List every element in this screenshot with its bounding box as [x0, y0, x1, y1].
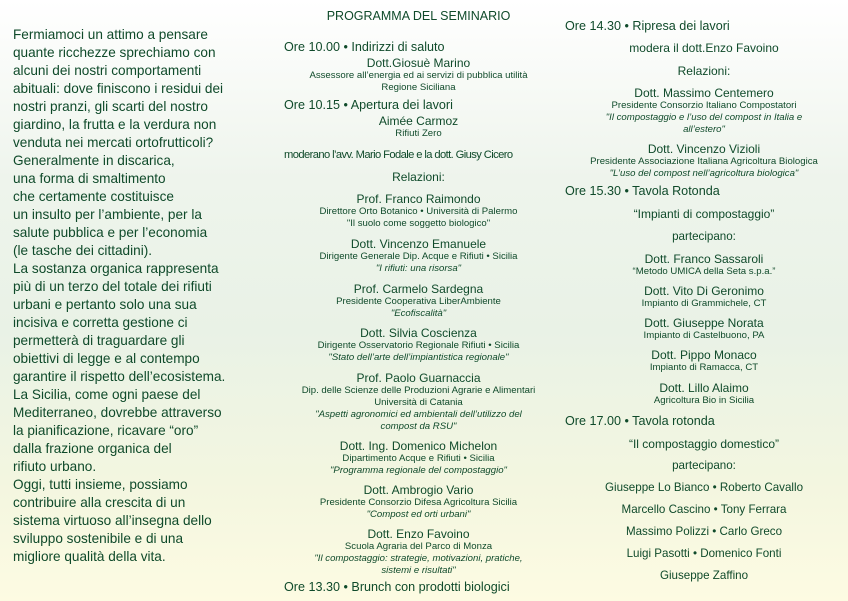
participants-label: partecipano: [672, 230, 736, 243]
speaker-name: Dott. Ing. Domenico Michelon [339, 439, 498, 453]
intro-line: contribuire alla crescita di un [13, 495, 186, 510]
speaker-role: Regione Siciliana [381, 82, 456, 93]
speaker-name: Aimée Carmoz [378, 114, 459, 128]
session-1430: Ore 14.30 • Ripresa dei lavori [565, 19, 730, 33]
intro-text [13, 26, 283, 566]
intro-line: sistema virtuoso all’insegna dello [13, 513, 212, 528]
program-morning [280, 0, 557, 601]
talk-title: "Compost ed orti urbani" [366, 509, 471, 520]
speaker-role: Rifiuti Zero [395, 128, 442, 139]
intro-line: giardino, la frutta e la verdura non [13, 117, 217, 132]
intro-line: Oggi, tutti insieme, possiamo [13, 477, 188, 492]
intro-line: abituali: dove finiscono i residui dei [13, 81, 224, 96]
moderator: modera il dott.Enzo Favoino [629, 41, 779, 55]
speaker-name: Prof. Carmelo Sardegna [353, 282, 484, 296]
participant-name: Dott. Lillo Alaimo [659, 381, 749, 395]
intro-line: incisiva e corretta gestione ci [13, 315, 188, 330]
intro-line: sviluppo sostenibile e di una [13, 531, 184, 546]
talk-title: "L’uso del compost nell’agricoltura biologica" [609, 168, 799, 179]
intro-line: urbani e pertanto solo una sua [13, 297, 197, 312]
participant-role: Impianto di Castelbuono, PA [643, 330, 765, 341]
talk-title: "I rifiuti: una risorsa" [375, 263, 462, 274]
participant-pair: Luigi Pasotti • Domenico Fonti [626, 547, 782, 560]
speaker-role: Presidente Consorzio Italiano Compostatori [611, 100, 797, 111]
intro-line: La sostanza organica rappresenta [13, 261, 219, 276]
relazioni-label: Relazioni: [392, 170, 445, 184]
talk-title: "Stato dell’arte dell’impiantistica regionale" [328, 352, 509, 363]
talk-title: "Il compostaggio: strategie, motivazioni, pratiche, [314, 553, 523, 564]
speaker-role: Dipartimento Acque e Rifiuti • Sicilia [342, 453, 495, 464]
speaker-role: Assessore all’energia ed ai servizi di pubblica utilità [309, 70, 528, 81]
intro-line: dalla frazione organica del [13, 441, 172, 456]
intro-line: nostri pranzi, gli scarti del nostro [13, 99, 208, 114]
participant-pair: Massimo Polizzi • Carlo Greco [625, 525, 783, 538]
participants-label: partecipano: [672, 459, 736, 472]
speaker-name: Dott. Ambrogio Vario [363, 483, 474, 497]
roundtable-topic: “Impianti di compostaggio” [633, 207, 775, 221]
moderators: moderano l’avv. Mario Fodale e la dott. Giusy Cicero [284, 149, 513, 161]
intro-line: permetterà di traguardare gli [13, 333, 185, 348]
intro-line: La Sicilia, come ogni paese del [13, 387, 201, 402]
session-1015: Ore 10.15 • Apertura dei lavori [284, 98, 453, 112]
intro-line: un insulto per l’ambiente, per la [13, 207, 202, 222]
speaker-name: Dott. Vincenzo Emanuele [350, 237, 487, 251]
intro-line: che certamente costituisce [13, 189, 174, 204]
speaker-name: Dott. Massimo Centemero [634, 86, 774, 100]
roundtable-topic: “Il compostaggio domestico” [628, 437, 780, 451]
intro-line: (le tasche dei cittadini). [13, 243, 153, 258]
speaker-role: Dirigente Osservatorio Regionale Rifiuti • Sicilia [317, 340, 520, 351]
talk-title: "Il compostaggio e l’uso del compost in Italia e [605, 112, 803, 123]
participant-name: Dott. Vito Di Geronimo [644, 284, 764, 298]
speaker-role: Dirigente Generale Dip. Acque e Rifiuti • Sicilia [319, 251, 518, 262]
intro-line: rifiuto urbano. [13, 459, 97, 474]
talk-title: "Programma regionale del compostaggio" [330, 465, 507, 476]
speaker-role: Università di Catania [374, 397, 463, 408]
speaker-role: Presidente Cooperativa LiberAmbiente [336, 296, 501, 307]
intro-line: alcuni dei nostri comportamenti [13, 63, 202, 78]
participant-pair: Giuseppe Lo Bianco • Roberto Cavallo [604, 481, 804, 494]
intro-line: più di un terzo del totale dei rifiuti [13, 279, 212, 294]
speaker-name: Prof. Paolo Guarnaccia [356, 371, 481, 385]
intro-line: Generalmente in discarica, [13, 153, 175, 168]
session-1530: Ore 15.30 • Tavola Rotonda [565, 184, 720, 198]
participant-name: Dott. Pippo Monaco [651, 348, 757, 362]
intro-line: la pianificazione, ricavare “oro” [13, 423, 199, 438]
speaker-name: Dott. Enzo Favoino [367, 527, 470, 541]
talk-title: "Ecofiscalità" [390, 308, 447, 319]
speaker-name: Dott.Giosuè Marino [366, 56, 471, 70]
intro-line: salute pubblica e per l’economia [13, 225, 208, 240]
session-1000: Ore 10.00 • Indirizzi di saluto [284, 40, 445, 54]
participant-role: Impianto di Grammichele, CT [641, 298, 767, 309]
program-title: PROGRAMMA DEL SEMINARIO [326, 9, 511, 23]
intro-line: Mediterraneo, dovrebbe attraverso [13, 405, 222, 420]
intro-line: garantire il rispetto dell’ecosistema. [13, 369, 226, 384]
speaker-name: Prof. Franco Raimondo [356, 192, 481, 206]
speaker-role: Presidente Associazione Italiana Agricoltura Biologica [590, 156, 818, 167]
participant-role: Impianto di Ramacca, CT [649, 362, 759, 373]
participant-name: Dott. Franco Sassaroli [644, 252, 764, 266]
program-afternoon [562, 0, 846, 601]
intro-line: Fermiamoci un attimo a pensare [13, 27, 208, 42]
intro-line: migliore qualità della vita. [13, 549, 166, 564]
intro-line: obiettivi di legge e al contempo [13, 351, 200, 366]
talk-title: all’estero" [683, 124, 725, 135]
speaker-role: Scuola Agraria del Parco di Monza [344, 541, 493, 552]
participant-name: Dott. Giuseppe Norata [644, 316, 764, 330]
speaker-name: Dott. Silvia Coscienza [360, 326, 477, 340]
speaker-name: Dott. Vincenzo Vizioli [647, 142, 761, 156]
speaker-role: Direttore Orto Botanico • Università di Palermo [319, 206, 518, 217]
participant-role: Agricoltura Bio in Sicilia [653, 395, 755, 406]
talk-title: "Il suolo come soggetto biologico" [346, 218, 491, 229]
session-1700: Ore 17.00 • Tavola rotonda [565, 414, 715, 428]
talk-title: compost da RSU" [380, 421, 457, 432]
talk-title: "Aspetti agronomici ed ambientali dell’utilizzo del [315, 409, 522, 420]
participant-pair: Giuseppe Zaffino [659, 569, 749, 582]
session-1330: Ore 13.30 • Brunch con prodotti biologici [284, 580, 510, 594]
talk-title: sistemi e risultati" [381, 565, 456, 576]
intro-line: una forma di smaltimento [13, 171, 166, 186]
intro-line: quante ricchezze sprechiamo con [13, 45, 216, 60]
relazioni-label: Relazioni: [677, 64, 731, 78]
participant-role: “Metodo UMICA della Seta s.p.a.” [632, 266, 776, 277]
intro-line: venduta nei mercati ortofrutticoli? [13, 135, 214, 150]
speaker-role: Presidente Consorzio Difesa Agricoltura Sicilia [319, 497, 518, 508]
participant-pair: Marcello Cascino • Tony Ferrara [621, 503, 787, 516]
speaker-role: Dip. delle Scienze delle Produzioni Agrarie e Alimentari [301, 385, 536, 396]
